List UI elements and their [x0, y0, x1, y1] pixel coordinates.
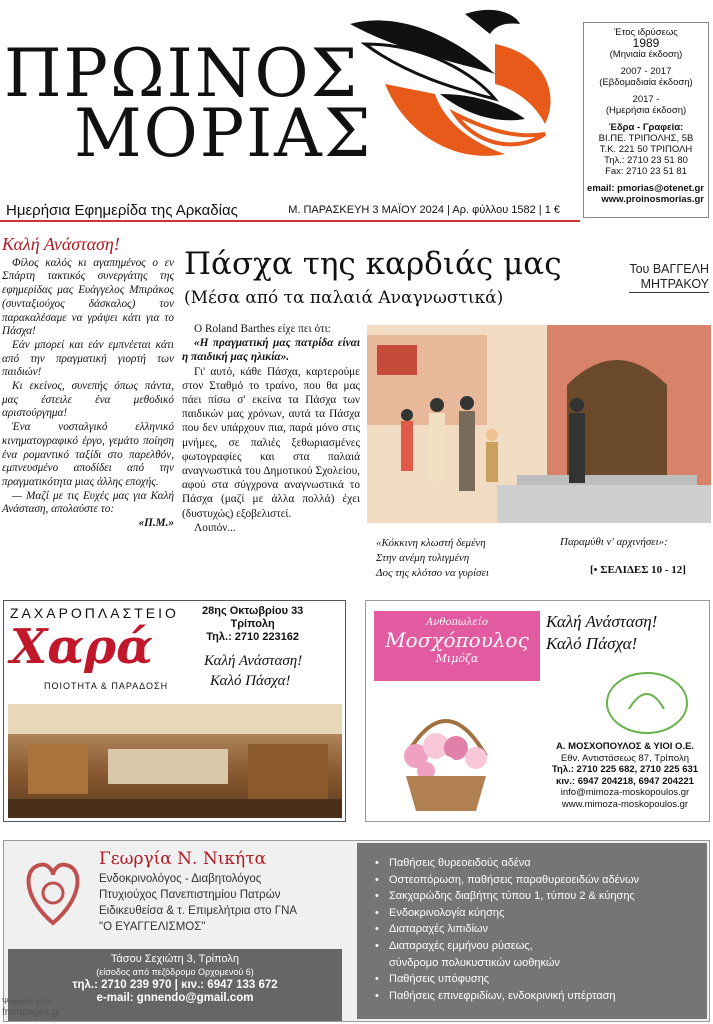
watermark-line: frontpages.gr: [2, 1007, 61, 1018]
brand-slogan: ΠΟΙΟΤΗΤΑ & ΠΑΡΑΔΟΣΗ: [44, 681, 169, 691]
paragraph: Φίλος καλός κι αγαπημένος ο εν Σπάρτη τακτικός συνεργάτης της εφημερίδας μας Ευάγγελος Μπιράκος (συνταξιούχος δάσκαλος) τον παρακαλέσαμε να γράψει κάτι για το Πάσχα!: [2, 256, 174, 338]
shop-photo: [8, 704, 342, 818]
poem-line: Παραμύθι ν' αρχινήσει»:: [560, 536, 668, 548]
ad-greeting: [546, 611, 657, 655]
list-item: • Σακχαρώδης διαβήτης τύπου 1, τύπου 2 & κύησης: [375, 888, 697, 905]
greeting-line: Καλό Πάσχα!: [546, 634, 638, 653]
paragraph: Ο Roland Barthes είχε πει ότι:: [194, 323, 331, 335]
address-line: 28ης Οκτωβρίου 33: [202, 605, 304, 617]
paragraph: — Μαζί με τις Ευχές μας για Καλή Ανάσταση, απολαύστε το:: [2, 489, 174, 516]
address-line: Εθν. Αντιστάσεως 87, Τρίπολη: [560, 752, 690, 764]
issue-date: Μ. ΠΑΡΑΣΚΕΥΗ 3 ΜΑΪΟΥ 2024 | Αρ. φύλλου 1582 | 1 €: [288, 204, 560, 216]
info-line: Τηλ.: 2710 23 51 80: [604, 155, 688, 166]
address-line: Τάσου Σεχιώτη 3, Τρίπολη: [110, 953, 240, 965]
continued-pages-link[interactable]: [• ΣΕΛΙΔΕΣ 10 - 12]: [590, 564, 686, 576]
article-body: [182, 322, 360, 535]
mimoza-emblem-icon: [604, 669, 690, 737]
watermark-line: Ψηφιακό από: [2, 997, 50, 1006]
info-line: Έδρα - Γραφεία:: [608, 122, 684, 133]
tagline: Ημερήσια Εφημερίδα της Αρκαδίας: [6, 202, 238, 219]
poem-line: «Κόκκινη κλωστή δεμένη: [376, 537, 486, 549]
doctor-credentials: [99, 871, 297, 935]
ad-greeting: [204, 651, 302, 691]
heart-stethoscope-icon: [18, 853, 88, 933]
website-link[interactable]: www.proinosmorias.gr: [601, 194, 704, 205]
poem-line: Δος της κλότσο να γυρίσει: [376, 567, 489, 579]
info-line: (Εβδομαδιαία έκδοση): [599, 77, 693, 88]
website-link[interactable]: www.mimoza-moskopoulos.gr: [561, 798, 689, 810]
flower-basket-icon: [376, 686, 516, 816]
publication-info-box: [583, 22, 709, 218]
logo-line: Μοσχόπουλος: [385, 628, 529, 652]
logo-line: Ανθοπωλείο: [426, 617, 488, 628]
zaxaroplasteio-ad[interactable]: [3, 600, 346, 822]
ad-contact: [541, 741, 709, 810]
company-name: Α. ΜΟΣΧΟΠΟΥΛΟΣ & ΥΙΟΙ Ο.Ε.: [555, 741, 695, 752]
phone-line: Τηλ.: 2710 225 682, 2710 225 631: [551, 764, 699, 775]
credential-line: Ειδικευθείσα & τ. Επιμελήτρια στο ΓΝΑ: [99, 905, 298, 917]
paragraph: Εάν μπορεί και εάν εμπνέεται κάτι από την πραγματική γιορτή των παιδιών!: [2, 338, 174, 379]
greeting-line: Καλή Ανάσταση!: [204, 653, 303, 669]
info-line: 2017 -: [632, 94, 660, 105]
address-line: Τρίπολη: [230, 618, 275, 630]
info-line: 1989: [632, 36, 660, 50]
list-item: σύνδρομο πολυκυστικών ωοθηκών: [389, 956, 560, 969]
signature: «Π.Μ.»: [138, 517, 174, 530]
info-line: (Ημερήσια έκδοση): [605, 105, 687, 116]
ad-category: ΖΑΧΑΡΟΠΛΑΣΤΕΙΟ: [10, 605, 179, 621]
paragraph: Ένα νοσταλγικό ελληνικό κινηματογραφικό έργο, γεμάτο ποίηση ένα ρομαντικό ταξίδι στο παρελθόν, εμπνευσμένο αποδίδει από την πραγματικότητα μιας άλλης εποχής.: [2, 421, 174, 488]
article-subheadline: (Μέσα από τα παλαιά Αναγνωστικά): [184, 288, 504, 308]
phone-line: τηλ.: 2710 239 970 | κιν.: 6947 133 672: [72, 979, 278, 991]
poem: [376, 536, 489, 581]
poem-line: Στην ανέμη τυλιγμένη: [376, 552, 470, 564]
author-byline: [629, 262, 709, 293]
article-headline[interactable]: Πάσχα της καρδιάς μας: [184, 246, 562, 282]
phone-line: Τηλ.: 2710 223162: [206, 631, 300, 643]
ad-address: [202, 605, 303, 644]
list-item: • Διαταραχές λιπιδίων: [375, 921, 697, 938]
info-line: ΒΙ.ΠΕ. ΤΡΙΠΟΛΗΣ, 5Β: [598, 133, 694, 144]
subtitle-bar: [0, 200, 580, 222]
author-line: ΜΗΤΡΑΚΟΥ: [629, 277, 709, 293]
email-link[interactable]: info@mimoza-moskopoulos.gr: [560, 787, 690, 798]
brand-logo: Χαρά: [10, 619, 154, 675]
mobile-line: κιν.: 6947 204218, 6947 204221: [556, 775, 694, 787]
flower-shop-logo: [374, 611, 540, 681]
greeting-line: Καλή Ανάσταση!: [546, 612, 658, 631]
info-line: (Μηνιαία έκδοση): [609, 49, 683, 60]
credential-line: Πτυχιούχος Πανεπιστημίου Πατρών: [99, 889, 281, 901]
greeting-line: Καλό Πάσχα!: [210, 673, 291, 689]
list-item: • Ενδοκρινολογία κύησης: [375, 905, 697, 922]
easter-illustration: [367, 325, 711, 523]
list-item: • Παθήσεις υπόφυσης: [375, 971, 697, 988]
paragraph: Κι εκείνος, συνεπής όπως πάντα, μας έστειλε ένα μεθοδικό αριστούργημα!: [2, 380, 174, 420]
list-item: • Διαταραχές εμμήνου ρύσεως,: [375, 938, 697, 955]
author-line: Του ΒΑΓΓΕΛΗ: [629, 262, 709, 276]
doctor-name: Γεωργία Ν. Νικήτα: [99, 849, 267, 869]
credential-line: "Ο ΕΥΑΓΓΕΛΙΣΜΟΣ": [99, 921, 206, 933]
info-line: Έτος ιδρύσεως: [614, 27, 678, 38]
info-line: Fax: 2710 23 51 81: [605, 166, 687, 177]
left-column-title: Καλή Ανάσταση!: [2, 234, 120, 254]
list-item: • Οστεοπόρωση, παθήσεις παραθυρεοειδών αδένων: [375, 872, 697, 889]
endocrinologist-ad[interactable]: [3, 840, 710, 1022]
list-item: • Παθήσεις επινεφριδίων, ενδοκρινική υπέρταση: [375, 988, 697, 1005]
title-line-2: ΜΟΡΙΑΣ: [74, 95, 373, 172]
watermark: [2, 996, 61, 1018]
quote: «Η πραγματική μας πατρίδα είναι η παιδική μας ηλικία».: [182, 337, 360, 364]
info-line: Τ.Κ. 221 50 ΤΡΙΠΟΛΗ: [599, 144, 693, 155]
newspaper-title: [4, 35, 373, 172]
flower-shop-ad[interactable]: [365, 600, 710, 822]
title-line-1: ΠΡΩΙΝΟΣ: [4, 35, 360, 112]
left-column: [2, 234, 174, 531]
dove-logo-icon: [345, 4, 565, 174]
paragraph: Λοιπόν...: [194, 521, 236, 534]
info-line: 2007 - 2017: [620, 66, 672, 77]
email-link[interactable]: email: pmorias@otenet.gr: [587, 183, 704, 194]
logo-line: Μιμόζα: [435, 652, 479, 665]
email-link[interactable]: e-mail: gnnendo@gmail.com: [96, 992, 254, 1004]
paragraph: Γι' αυτό, κάθε Πάσχα, καρτερούμε στον Σταθμό το τραίνο, που θα μας πάει πίσω σ' εκείνα τα Πάσχα των παιδικών μας χρόνων, αυτά τα Πάσχα που δεν υπάρχουν πια, παρά μόνο στις μνήμες, σε παλιές ξεθωριασμένες φωτογραφίες και στα παλαιά αναγνωστικά του Δημοτικού Σχολείου, αφού στα σύγχρονα αναγνωστικά το Πάσχα (μαζί με άλλα πολλά) έχει (δυστυχώς) εξοβελιστεί.: [182, 365, 360, 520]
services-list: [357, 843, 707, 1019]
address-line: (είσοδος από πεζόδρομο Ορχομενού 6): [96, 967, 254, 977]
list-item: • Παθήσεις θυρεοειδούς αδένα: [375, 855, 697, 872]
credential-line: Ενδοκρινολόγος - Διαβητολόγος: [99, 873, 262, 885]
